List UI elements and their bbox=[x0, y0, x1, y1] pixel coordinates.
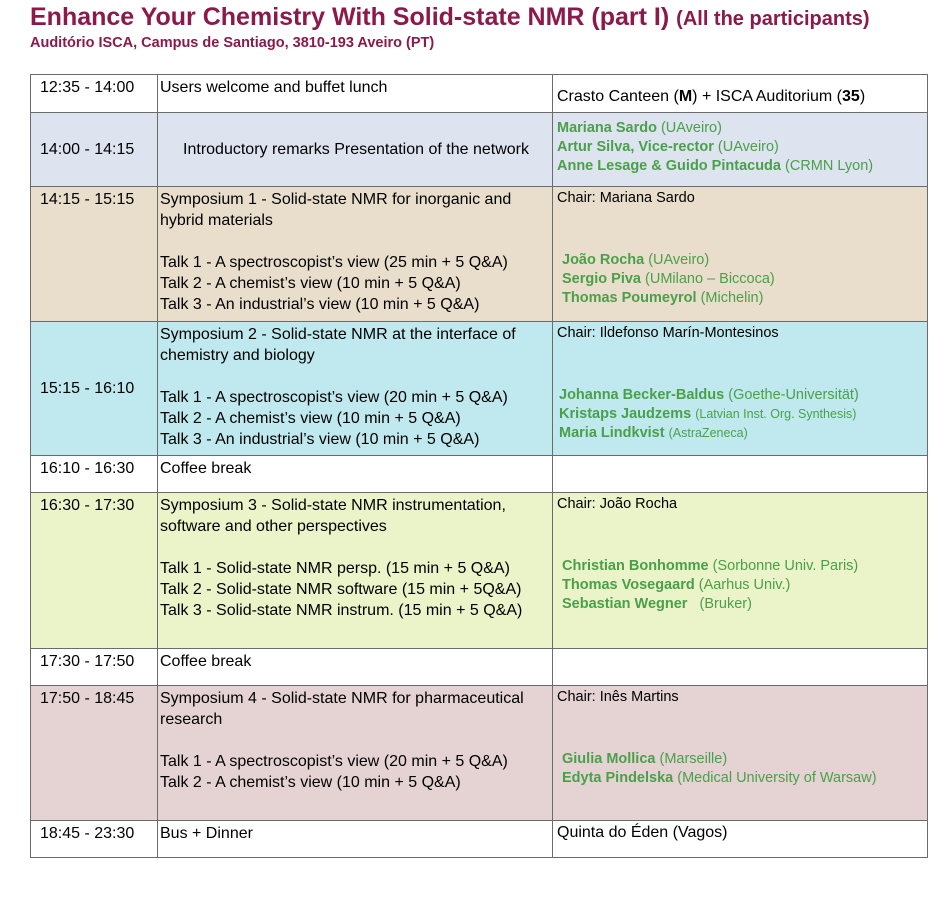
speaker: Sergio Piva (UMilano – Biccoca) bbox=[562, 271, 775, 287]
symposium-title: Symposium 4 - Solid-state NMR for pharmaceutical research bbox=[160, 690, 524, 728]
time-cell: 15:15 - 16:10 bbox=[31, 322, 158, 456]
symposium-title: Symposium 3 - Solid-state NMR instrumentation, software and other perspectives bbox=[160, 497, 506, 535]
talk-item: Talk 2 - Solid-state NMR software (15 min + 5Q&A) bbox=[160, 581, 522, 598]
speaker: Maria Lindkvist (AstraZeneca) bbox=[559, 425, 748, 441]
time-cell: 16:10 - 16:30 bbox=[31, 456, 158, 493]
event-cell: Coffee break bbox=[158, 649, 553, 686]
table-row bbox=[31, 75, 928, 113]
speaker: Anne Lesage & Guido Pintacuda (CRMN Lyon) bbox=[557, 158, 874, 174]
title-main: Enhance Your Chemistry With Solid-state NMR (part I) bbox=[30, 3, 670, 31]
speaker: Christian Bonhomme (Sorbonne Univ. Paris) bbox=[562, 558, 859, 574]
table-row bbox=[31, 456, 928, 493]
venue-address: Auditório ISCA, Campus de Santiago, 3810-193 Aveiro (PT) bbox=[30, 35, 435, 51]
symposium-cell bbox=[158, 686, 553, 821]
time-cell: 16:30 - 17:30 bbox=[31, 493, 158, 649]
talk-item: Talk 3 - Solid-state NMR instrum. (15 min + 5 Q&A) bbox=[160, 602, 523, 619]
talk-item: Talk 2 - A chemist’s view (10 min + 5 Q&A) bbox=[160, 774, 461, 791]
talk-item: Talk 2 - A chemist’s view (10 min + 5 Q&A) bbox=[160, 275, 461, 292]
time-cell: 17:50 - 18:45 bbox=[31, 686, 158, 821]
talk-item: Talk 2 - A chemist’s view (10 min + 5 Q&A) bbox=[160, 410, 461, 427]
symposium-cell bbox=[158, 187, 553, 322]
chair-label: Chair: Ildefonso Marín-Montesinos bbox=[557, 325, 779, 341]
symposium-title: Symposium 2 - Solid-state NMR at the interface of chemistry and biology bbox=[160, 326, 516, 364]
speaker: Mariana Sardo (UAveiro) bbox=[557, 120, 722, 136]
table-row bbox=[31, 686, 928, 821]
speaker: Thomas Vosegaard (Aarhus Univ.) bbox=[562, 577, 791, 593]
schedule-table bbox=[30, 74, 928, 858]
empty-cell bbox=[553, 456, 928, 493]
speaker: Johanna Becker-Baldus (Goethe-Universität) bbox=[559, 387, 859, 403]
title-audience: (All the participants) bbox=[676, 8, 870, 30]
speaker: Edyta Pindelska (Medical University of Warsaw) bbox=[562, 770, 877, 786]
page-title bbox=[30, 2, 950, 34]
speaker: Giulia Mollica (Marseille) bbox=[562, 751, 728, 767]
speakers-cell bbox=[553, 113, 928, 187]
event-cell: Users welcome and buffet lunch bbox=[158, 75, 553, 113]
table-row bbox=[31, 821, 928, 858]
event-cell: Bus + Dinner bbox=[158, 821, 553, 858]
venue-cell: Quinta do Éden (Vagos) bbox=[553, 821, 928, 858]
talk-item: Talk 1 - Solid-state NMR persp. (15 min + 5 Q&A) bbox=[160, 560, 510, 577]
speakers-cell bbox=[553, 686, 928, 821]
time-cell: 17:30 - 17:50 bbox=[31, 649, 158, 686]
speaker: João Rocha (UAveiro) bbox=[562, 252, 710, 268]
speakers-cell bbox=[553, 187, 928, 322]
speakers-cell bbox=[553, 322, 928, 456]
speaker: Kristaps Jaudzems (Latvian Inst. Org. Synthesis) bbox=[559, 406, 857, 422]
speakers-cell bbox=[553, 493, 928, 649]
talk-item: Talk 3 - An industrial’s view (10 min + 5 Q&A) bbox=[160, 296, 480, 313]
time-cell: 12:35 - 14:00 bbox=[31, 75, 158, 113]
event-cell: Introductory remarks Presentation of the network bbox=[158, 113, 553, 187]
talk-item: Talk 1 - A spectroscopist’s view (20 min + 5 Q&A) bbox=[160, 389, 508, 406]
document-header bbox=[30, 2, 950, 52]
symposium-cell bbox=[158, 322, 553, 456]
talk-item: Talk 1 - A spectroscopist’s view (25 min + 5 Q&A) bbox=[160, 254, 508, 271]
speaker: Thomas Poumeyrol (Michelin) bbox=[562, 290, 764, 306]
symposium-cell bbox=[158, 493, 553, 649]
time-cell: 18:45 - 23:30 bbox=[31, 821, 158, 858]
speaker: Artur Silva, Vice-rector (UAveiro) bbox=[557, 139, 779, 155]
chair-label: Chair: Inês Martins bbox=[557, 689, 679, 705]
table-row bbox=[31, 649, 928, 686]
symposium-title: Symposium 1 - Solid-state NMR for inorganic and hybrid materials bbox=[160, 191, 512, 229]
table-row bbox=[31, 493, 928, 649]
venue-cell: Crasto Canteen (M) + ISCA Auditorium (35) bbox=[553, 75, 928, 113]
time-cell: 14:15 - 15:15 bbox=[31, 187, 158, 322]
table-row bbox=[31, 322, 928, 456]
table-row bbox=[31, 113, 928, 187]
table-row bbox=[31, 187, 928, 322]
time-cell: 14:00 - 14:15 bbox=[31, 113, 158, 187]
chair-label: Chair: Mariana Sardo bbox=[557, 190, 695, 206]
talk-item: Talk 3 - An industrial’s view (10 min + 5 Q&A) bbox=[160, 431, 480, 448]
talk-item: Talk 1 - A spectroscopist’s view (20 min + 5 Q&A) bbox=[160, 753, 508, 770]
chair-label: Chair: João Rocha bbox=[557, 496, 678, 512]
event-cell: Coffee break bbox=[158, 456, 553, 493]
empty-cell bbox=[553, 649, 928, 686]
speaker: Sebastian Wegner (Bruker) bbox=[562, 596, 752, 612]
